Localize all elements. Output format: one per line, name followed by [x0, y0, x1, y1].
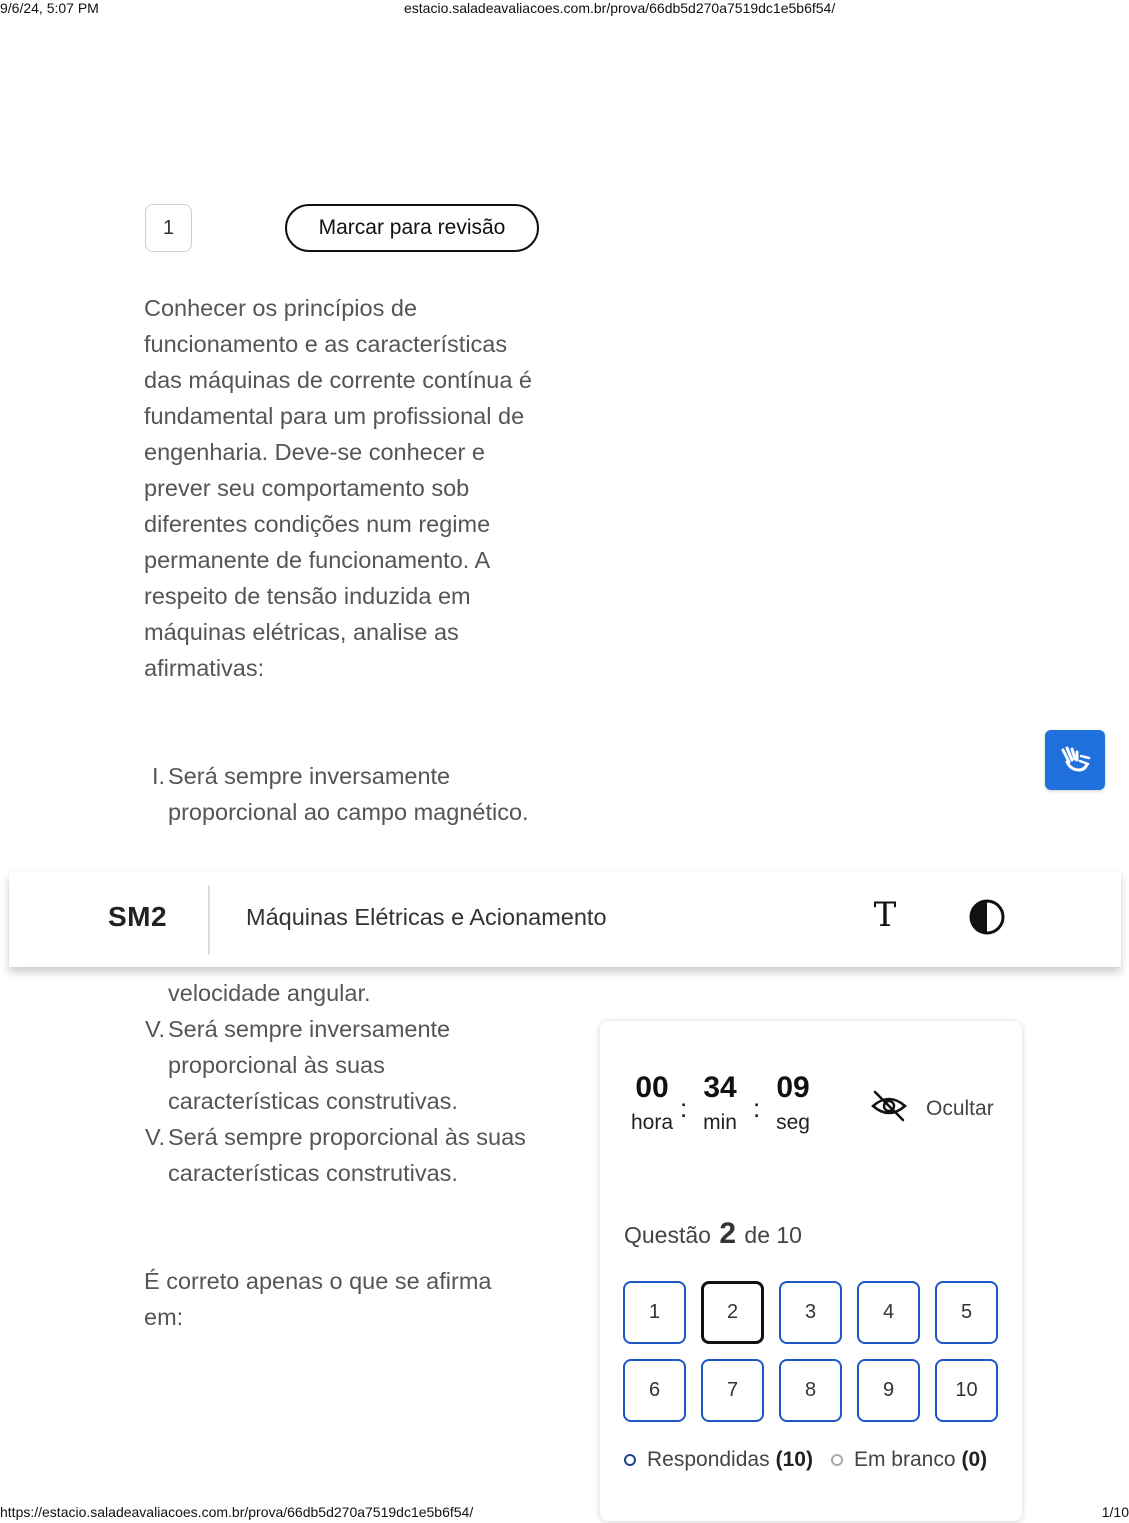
- timer-seconds-value: 09: [776, 1071, 810, 1104]
- hide-timer-button[interactable]: [870, 1089, 994, 1128]
- question-nav-button[interactable]: 3: [779, 1281, 842, 1344]
- answered-dot-icon: [624, 1454, 636, 1466]
- countdown-timer: [622, 1071, 882, 1151]
- exam-nav-panel: [600, 1021, 1022, 1521]
- question-nav-button-current[interactable]: 2: [701, 1281, 764, 1344]
- answered-label: Respondidas: [647, 1448, 770, 1471]
- answer-legend: [624, 1448, 987, 1472]
- print-header: [0, 0, 1129, 16]
- exam-topbar: [9, 871, 1121, 967]
- question-progress: [624, 1217, 802, 1251]
- statement-item: [144, 1011, 534, 1119]
- statement-item: [144, 1119, 534, 1191]
- question-nav-button[interactable]: 8: [779, 1359, 842, 1422]
- statement-marker: V.: [144, 1016, 165, 1042]
- blank-dot-icon: [831, 1454, 843, 1466]
- mark-for-review-button[interactable]: Marcar para revisão: [285, 204, 539, 252]
- print-footer-url: https://estacio.saladeavaliacoes.com.br/prova/66db5d270a7519dc1e5b6f54/: [0, 1504, 474, 1520]
- timer-hours-label: hora: [630, 1111, 674, 1134]
- statement-marker: I.: [151, 763, 165, 789]
- progress-prefix: Questão: [624, 1222, 711, 1248]
- statement-item: [144, 758, 534, 830]
- print-datetime: 9/6/24, 5:07 PM: [0, 0, 99, 16]
- eye-off-icon: [870, 1089, 908, 1128]
- timer-seconds-label: seg: [776, 1111, 810, 1134]
- topbar-divider: [208, 885, 210, 955]
- hide-timer-label: Ocultar: [926, 1096, 994, 1120]
- question-nav-button[interactable]: 7: [701, 1359, 764, 1422]
- text-size-icon[interactable]: T: [873, 895, 897, 935]
- question-number: 1: [145, 204, 192, 252]
- statement-marker: [144, 975, 168, 1011]
- statement-text: Será sempre proporcional às suas características construtivas.: [168, 1124, 526, 1186]
- statement-item: [144, 975, 534, 1011]
- statement-list-bottom: [144, 975, 534, 1191]
- question-nav-button[interactable]: 5: [935, 1281, 998, 1344]
- print-url: estacio.saladeavaliacoes.com.br/prova/66db5d270a7519dc1e5b6f54/: [404, 0, 836, 16]
- timer-hours-value: 00: [635, 1071, 669, 1104]
- timer-minutes: [690, 1071, 750, 1135]
- statement-marker: V.: [144, 1124, 165, 1150]
- statement-text: Será sempre inversamente proporcional ao campo magnético.: [168, 763, 529, 825]
- timer-minutes-value: 34: [703, 1071, 737, 1104]
- statement-text: Será sempre inversamente proporcional às suas características construtivas.: [168, 1016, 458, 1114]
- question-nav-button[interactable]: 6: [623, 1359, 686, 1422]
- blank-label: Em branco: [853, 1448, 956, 1471]
- question-nav-button[interactable]: 10: [935, 1359, 998, 1422]
- timer-separator: :: [753, 1093, 761, 1123]
- progress-suffix: de 10: [744, 1222, 802, 1248]
- timer-minutes-label: min: [703, 1111, 737, 1134]
- timer-seconds: [763, 1071, 823, 1135]
- sign-language-icon[interactable]: [1045, 730, 1105, 790]
- progress-current: 2: [719, 1217, 737, 1250]
- print-footer: [0, 1504, 1129, 1522]
- question-nav-button[interactable]: 4: [857, 1281, 920, 1344]
- course-title: Máquinas Elétricas e Acionamento: [246, 904, 607, 930]
- blank-count: (0): [961, 1448, 988, 1471]
- timer-separator: :: [680, 1093, 688, 1123]
- question-prompt: É correto apenas o que se afirma em:: [144, 1268, 492, 1330]
- brand-logo: SM2: [108, 901, 168, 932]
- question-nav-button[interactable]: 1: [623, 1281, 686, 1344]
- contrast-icon[interactable]: [967, 897, 1007, 937]
- answered-count: (10): [775, 1448, 813, 1471]
- timer-hours: [622, 1071, 682, 1135]
- question-text: Conhecer os princípios de funcionamento e as características das máquinas de corrente contínua é fundamental para um profissional de engenharia. Deve-se conhecer e prever seu comportamento sob diferentes condições num regime permanente de funcionamento. A respeito de tensão induzida em máquinas elétricas, analise as afirmativas:: [144, 295, 533, 681]
- statement-text: velocidade angular.: [168, 980, 371, 1006]
- print-page-number: 1/10: [1101, 1504, 1129, 1520]
- question-nav-button[interactable]: 9: [857, 1359, 920, 1422]
- question-nav-grid: [623, 1281, 1001, 1422]
- statement-list-top: [144, 758, 534, 830]
